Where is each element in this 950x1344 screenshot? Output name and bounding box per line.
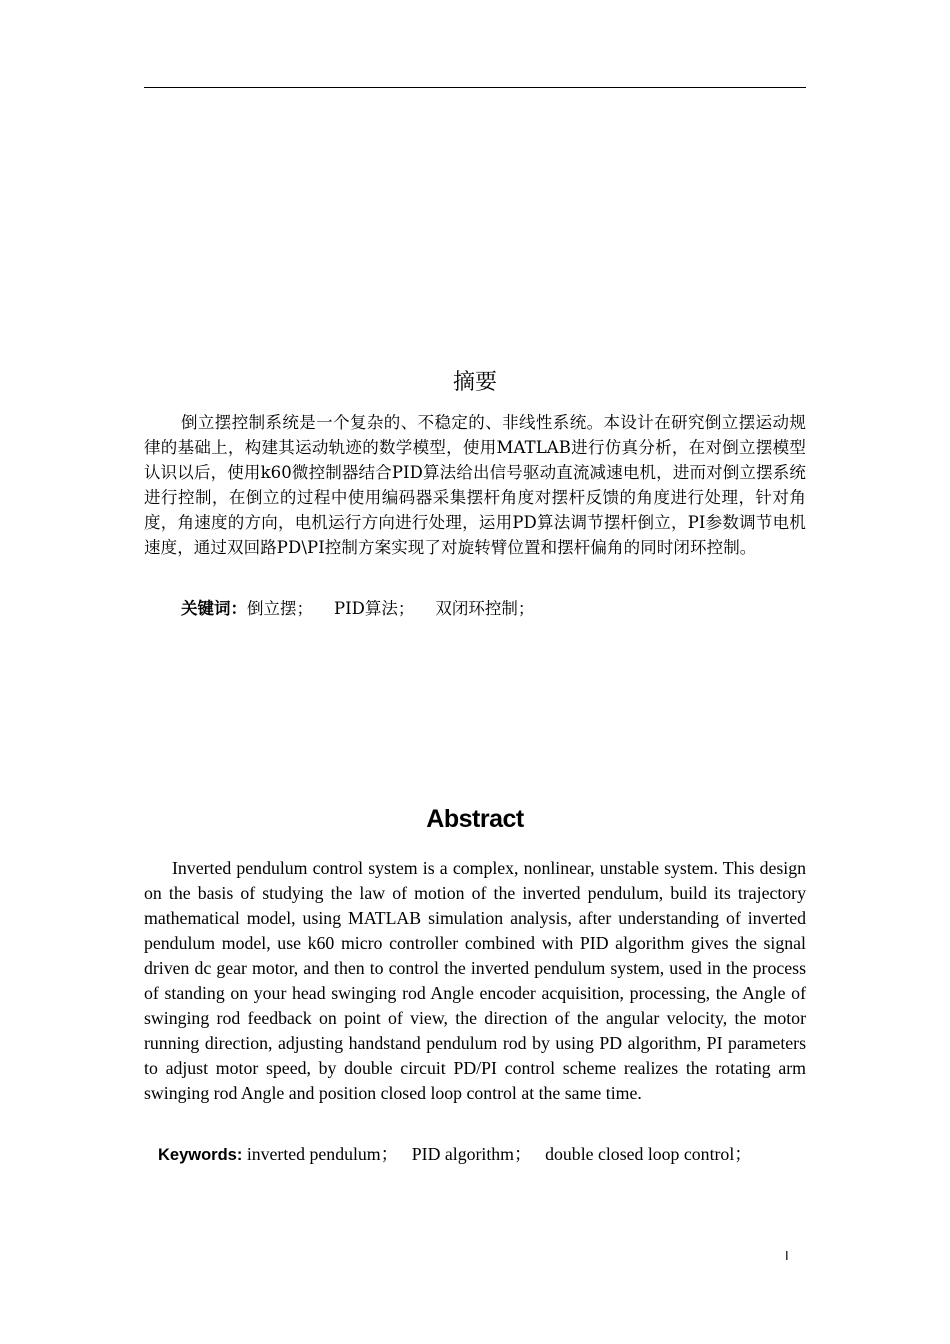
cn-abstract-body: 倒立摆控制系统是一个复杂的、不稳定的、非线性系统。本设计在研究倒立摆运动规律的基础上，构建其运动轨迹的数学模型，使用MATLAB进行仿真分析，在对倒立摆模型认识以后，使用k60微控制器结合PID算法给出信号驱动直流减速电机，进而对倒立摆系统进行控制，在倒立的过程中使用编码器采集摆杆角度对摆杆反馈的角度进行处理，针对角度，角速度的方向，电机运行方向进行处理，运用PD算法调节摆杆倒立，PI参数调节电机速度，通过双回路PD\PI控制方案实现了对旋转臂位置和摆杆偏角的同时闭环控制。 [144, 413, 806, 557]
page-number: I [785, 1248, 789, 1263]
en-keyword: PID algorithm； [411, 1144, 532, 1164]
en-keywords-line [158, 1142, 752, 1168]
cn-keywords-line [181, 596, 534, 621]
en-keyword: double closed loop control； [545, 1144, 753, 1164]
en-keyword: inverted pendulum； [246, 1144, 399, 1164]
cn-keyword: 倒立摆； [247, 599, 313, 618]
cn-keyword: PID算法； [333, 599, 415, 618]
en-abstract-title: Abstract [426, 805, 524, 833]
cn-keyword: 双闭环控制； [435, 599, 535, 618]
cn-keywords-label: 关键词： [181, 599, 247, 618]
header-rule [144, 87, 806, 88]
en-abstract-body: Inverted pendulum control system is a complex, nonlinear, unstable system. This design on the basis of studying the law of motion of the inverted pendulum, build its trajectory mathematical model, using MATLAB simulation analysis, after understanding of inverted pendulum model, use k60 micro controller combined with PID algorithm gives the signal driven dc gear motor, and then to control the inverted pendulum system, used in the process of standing on your head swinging rod Angle encoder acquisition, processing, the Angle of swinging rod feedback on point of view, the direction of the angular velocity, the motor running direction, adjusting handstand pendulum rod by using PD algorithm, PI parameters to adjust motor speed, by double circuit PD/PI control scheme realizes the rotating arm swinging rod Angle and position closed loop control at the same time. [144, 858, 806, 1103]
en-keywords-label: Keywords: [158, 1146, 243, 1164]
cn-abstract-title: 摘要 [452, 370, 497, 395]
